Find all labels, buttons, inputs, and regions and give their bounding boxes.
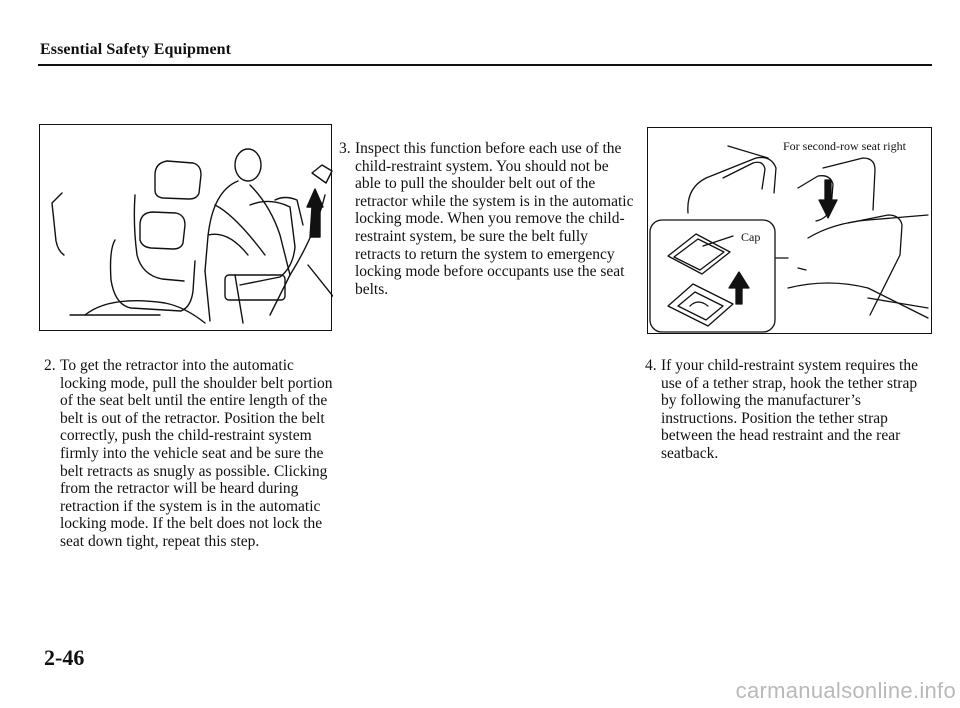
cap-label: Cap: [741, 230, 761, 244]
step-text: Inspect this function before each use of the child-restraint system. You should not be able to pull the shoulder belt out of the retractor while the system is in the automatic locking mode. When you remove the child-restraint system, be sure the belt fully retracts to return the system to emergency locking mode before occupants use the seat belts.: [355, 140, 634, 298]
page-number: 2-46: [44, 645, 85, 670]
step-3: [339, 140, 634, 298]
step-2: [44, 357, 344, 551]
illustration-drawing: [40, 125, 333, 332]
seat-position-label: For second-row seat right: [783, 139, 906, 153]
header-divider: [38, 64, 932, 66]
child-seat-installation-illustration: [39, 124, 332, 331]
step-text: If your child-restraint system requires the use of a tether strap, hook the tether strap by following the manufacturer’s instructions. Position the tether strap between the head restraint and the rear seatback.: [661, 357, 918, 462]
tether-drawing: [648, 128, 933, 335]
site-watermark: carmanualsonline.info: [735, 678, 956, 703]
tether-anchor-illustration: [647, 127, 932, 334]
step-number: 4.: [645, 357, 657, 374]
step-number: 3.: [339, 140, 351, 157]
step-number: 2.: [44, 357, 56, 374]
step-4: [645, 357, 935, 463]
step-text: To get the retractor into the automatic locking mode, pull the shoulder belt portion of the seat belt until the entire length of the belt is out of the retractor. Position the belt correctly, push the child-restraint system firmly into the vehicle seat and be sure the belt retracts as snugly as possible. Clicking from the retractor will be heard during retraction if the system is in the automatic locking mode. If the belt does not lock the seat down tight, repeat this step.: [60, 357, 333, 550]
section-title: Essential Safety Equipment: [40, 41, 232, 58]
